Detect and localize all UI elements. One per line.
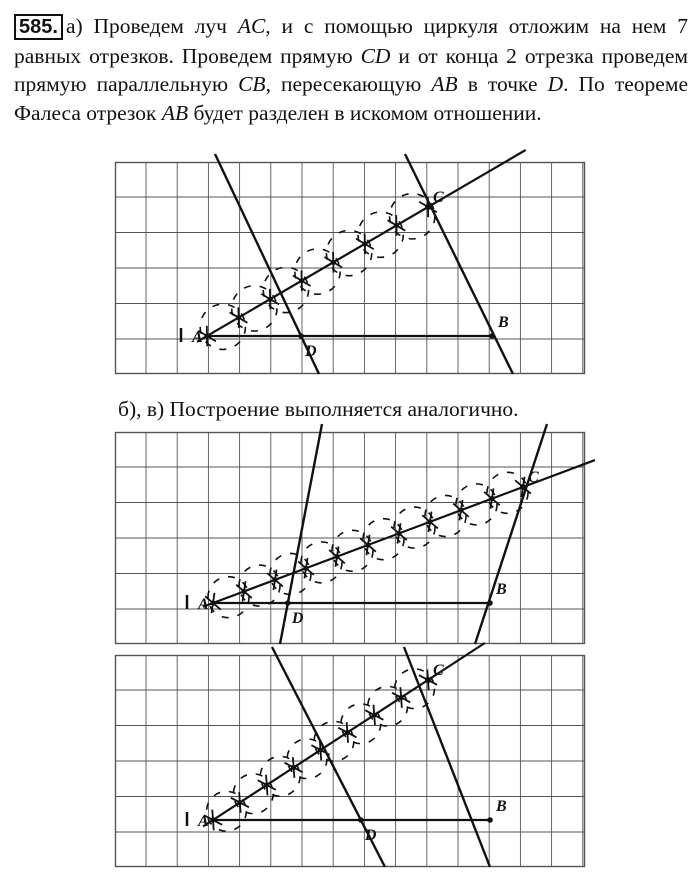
ray-ac: AC	[237, 14, 266, 38]
division-point	[427, 519, 432, 524]
label-d: D	[291, 610, 304, 627]
division-point	[210, 817, 215, 822]
point-b	[487, 600, 493, 606]
label-d: D	[305, 343, 317, 360]
division-point	[210, 600, 215, 605]
division-point	[345, 730, 350, 735]
figure-a	[115, 162, 585, 374]
division-point	[264, 782, 269, 787]
label-c: C	[528, 469, 539, 486]
point-d: D	[547, 72, 564, 97]
label-b: B	[496, 581, 507, 598]
point-b	[487, 817, 493, 823]
division-point	[331, 260, 336, 265]
problem-text-bv: б), в) Построение выполняется аналогично.	[118, 397, 519, 421]
division-point	[268, 297, 273, 302]
line-parallel-d	[215, 154, 319, 374]
division-point	[458, 508, 463, 513]
division-point	[334, 554, 339, 559]
division-point	[318, 747, 323, 752]
line-cb	[404, 647, 490, 867]
division-point	[362, 241, 367, 246]
division-point	[365, 542, 370, 547]
label-a: A	[198, 813, 209, 830]
segment-ab: AB	[431, 72, 458, 97]
division-point	[372, 712, 377, 717]
division-point	[204, 333, 209, 338]
label-a: A	[198, 596, 209, 613]
line-cb	[475, 424, 547, 644]
figure-b	[115, 432, 585, 644]
division-point	[299, 278, 304, 283]
point-b	[489, 333, 495, 339]
division-point	[399, 695, 404, 700]
division-point	[303, 566, 308, 571]
label-b: B	[496, 798, 507, 815]
point-c	[425, 677, 431, 683]
point-c	[520, 484, 526, 490]
label-a: A	[192, 329, 203, 346]
label-d: D	[364, 827, 377, 844]
division-point	[489, 496, 494, 501]
problem-number: 585.	[14, 14, 63, 40]
division-point	[237, 800, 242, 805]
division-point	[396, 531, 401, 536]
point-d	[298, 333, 304, 339]
division-point	[291, 765, 296, 770]
line-cb: CB	[238, 72, 266, 97]
line-cd: CD	[360, 43, 391, 68]
ray-ac-line	[197, 150, 526, 342]
label-c: C	[433, 662, 444, 679]
division-point	[241, 589, 246, 594]
label-c: C	[433, 189, 444, 206]
division-point	[272, 577, 277, 582]
point-c	[425, 204, 431, 210]
label-b: B	[498, 314, 509, 331]
problem-text-a: 585. а) Проведем луч AC, и с помощью циркуля отложим на нем 7 равных отрезков. Проведем прямую CD и от конца 2 отрезка проведем прямую параллельную CB, пересекающую AB в точке D. По теореме Фалеса отрезок AB будет разделен в искомом отношении.	[14, 14, 688, 125]
point-d	[358, 817, 364, 823]
segment-ab-2: AB	[161, 100, 189, 125]
point-d	[285, 600, 291, 606]
division-point	[236, 315, 241, 320]
figure-v	[115, 655, 585, 867]
division-point	[394, 223, 399, 228]
line-cb	[405, 154, 513, 374]
